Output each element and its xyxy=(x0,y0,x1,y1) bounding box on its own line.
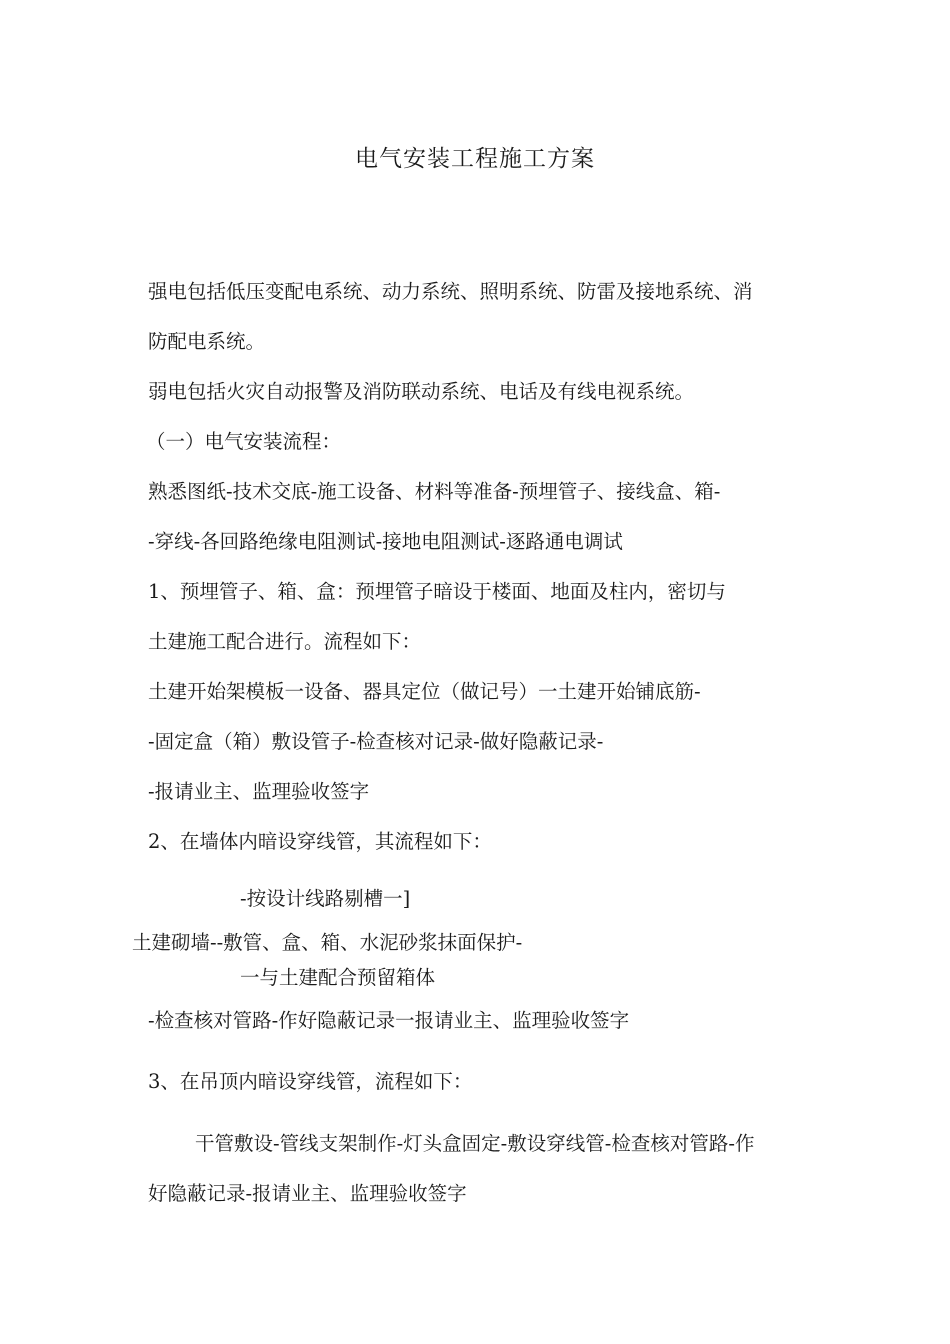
paragraph-line: -固定盒（箱）敷设管子-检查核对记录-做好隐蔽记录- xyxy=(148,730,604,753)
paragraph-line: -报请业主、监理验收签字 xyxy=(148,780,370,803)
flow-branch-top: -按设计线路剔槽一] xyxy=(240,887,411,910)
paragraph-line: 熟悉图纸-技术交底-施工设备、材料等准备-预埋管子、接线盒、箱- xyxy=(148,480,721,503)
paragraph-line: -检查核对管路-作好隐蔽记录一报请业主、监理验收签字 xyxy=(148,1009,630,1032)
paragraph-line: 3、在吊顶内暗设穿线管，流程如下： xyxy=(148,1070,473,1093)
paragraph-line: 弱电包括火灾自动报警及消防联动系统、电话及有线电视系统。 xyxy=(148,380,695,403)
document-title: 电气安装工程施工方案 xyxy=(355,146,595,172)
paragraph-line: 土建开始架模板一设备、器具定位（做记号）一土建开始铺底筋- xyxy=(148,680,701,703)
paragraph-line: 2、在墙体内暗设穿线管，其流程如下： xyxy=(148,830,492,853)
flow-main: 土建砌墙--敷管、盒、箱、水泥砂浆抹面保护- xyxy=(132,931,523,954)
paragraph-line: -穿线-各回路绝缘电阻测试-接地电阻测试-逐路通电调试 xyxy=(148,530,623,553)
paragraph-line: 防配电系统。 xyxy=(148,330,266,353)
section-heading: （一）电气安装流程： xyxy=(146,430,342,453)
paragraph-line: 好隐蔽记录-报请业主、监理验收签字 xyxy=(148,1182,467,1205)
paragraph-line: 1、预埋管子、箱、盒：预埋管子暗设于楼面、地面及柱内，密切与 xyxy=(148,580,726,603)
paragraph-line: 强电包括低压变配电系统、动力系统、照明系统、防雷及接地系统、消 xyxy=(148,280,753,303)
paragraph-line: 土建施工配合进行。流程如下： xyxy=(148,630,422,653)
paragraph-line: 干管敷设-管线支架制作-灯头盒固定-敷设穿线管-检查核对管路-作 xyxy=(195,1132,755,1155)
flow-branch-bottom: 一与土建配合预留箱体 xyxy=(240,966,436,989)
